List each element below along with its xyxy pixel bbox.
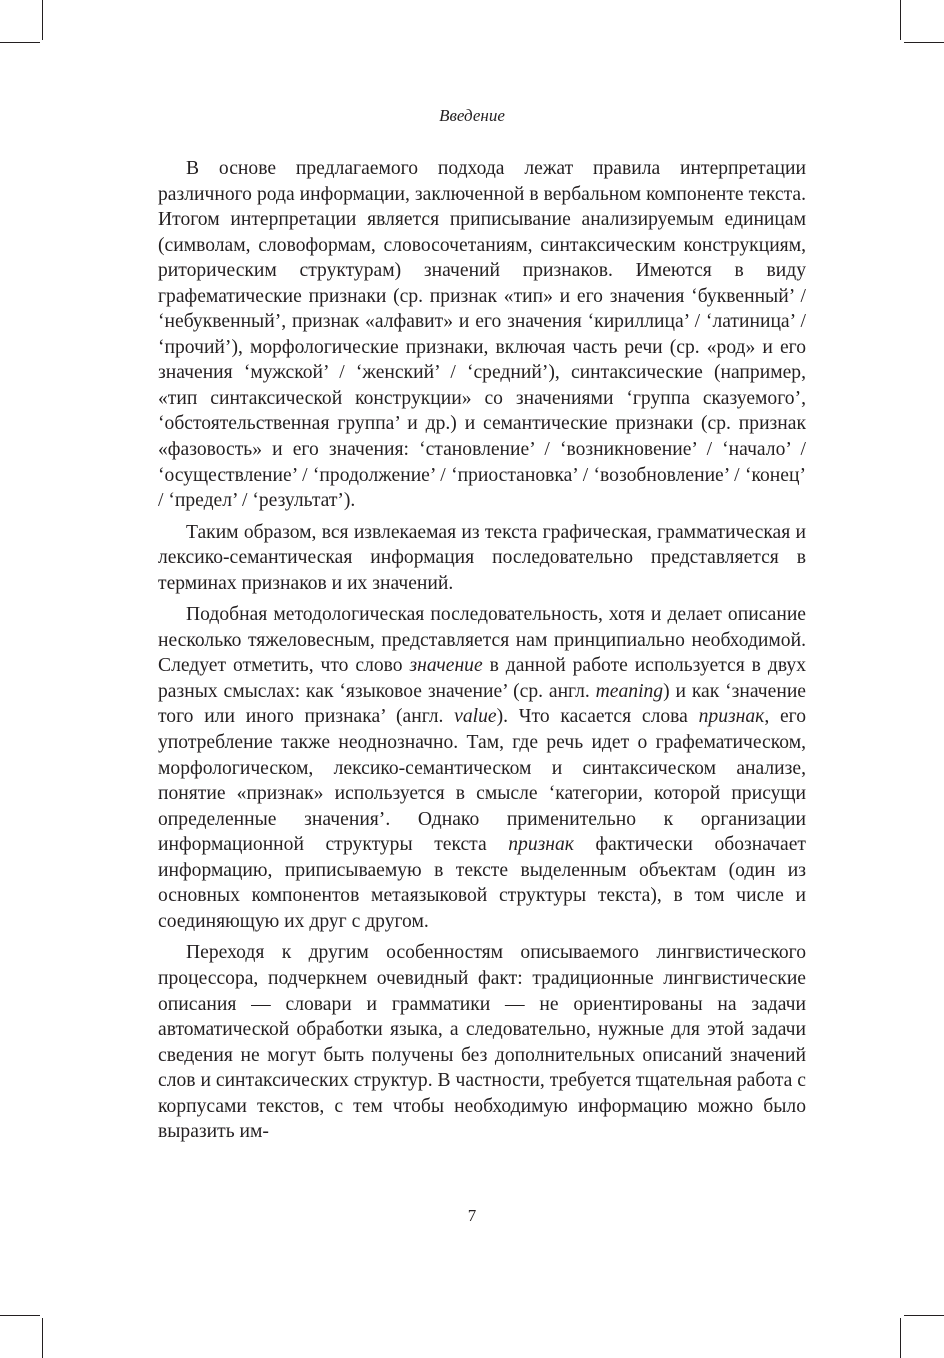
crop-mark-bottom-left-vertical — [42, 1318, 43, 1358]
paragraph-text: Подобная методологическая последовательность, хотя и делает описание несколько тяжеловесным, представляется нам принципиально необходимой. Следует отметить, что слово — [158, 604, 806, 677]
paragraph-3 — [158, 602, 806, 934]
paragraph-2 — [158, 520, 806, 597]
crop-mark-top-right-horizontal — [904, 42, 944, 43]
paragraph-text: фактически обозначает информацию, приписываемую в тексте выделенным объектам (один из основных компонентов метаязыковой структуры текста), в том числе и соединяющую их друг с другом. — [158, 834, 806, 932]
paragraph-text: ). Что касается слова — [496, 706, 699, 728]
crop-mark-bottom-right-horizontal — [904, 1315, 944, 1316]
paragraph-1 — [158, 156, 806, 514]
italic-term: meaning — [595, 680, 664, 702]
crop-mark-bottom-right-vertical — [900, 1318, 901, 1358]
crop-mark-top-right-vertical — [900, 0, 901, 40]
italic-term: признак — [698, 706, 765, 728]
body-text — [158, 156, 806, 1151]
italic-term: value — [454, 706, 497, 728]
italic-term: признак — [508, 834, 574, 856]
italic-term: значение — [409, 655, 483, 677]
paragraph-text: , его употребление также неоднозначно. Там, где речь идет о графематическом, морфологическом, лексико-семантическом и синтаксическом анализе, понятие «признак» используется в смысле ‘категории, которой присущи определенные значения’. Однако применительно к организации информационной структуры текста — [158, 706, 807, 856]
paragraph-4 — [158, 940, 806, 1144]
running-head: Введение — [439, 106, 505, 125]
paragraph-text: ) и как ‘значение того или иного признака’ (англ. — [158, 680, 806, 728]
crop-mark-top-left-horizontal — [0, 42, 40, 43]
crop-mark-bottom-left-horizontal — [0, 1315, 40, 1316]
page-number: 7 — [467, 1206, 477, 1225]
crop-mark-top-left-vertical — [42, 0, 43, 40]
paragraph-text: в данной работе используется в двух разных смыслах: как ‘языковое значение’ (ср. англ. — [158, 655, 806, 702]
paragraph-text: Переходя к другим особенностям описываемого лингвистического процессора, подчеркнем очевидный факт: традиционные лингвистические описания — словари и грамматики — не ориентированы на задачи автоматической обработки языка, а следовательно, нужные для этой задачи сведения не могут быть получены без дополнительных описаний значений слов и синтаксических структур. В частности, требуется тщательная работа с корпусами текстов, с тем чтобы необходимую информацию можно было выразить им- — [158, 942, 806, 1143]
paragraph-text: В основе предлагаемого подхода лежат правила интерпретации различного рода информации, заключенной в вербальном компоненте текста. Итогом интерпретации является приписывание анализируемым единицам (символам, словоформам, словосочетаниям, синтаксическим конструкциям, риторическим структурам) значений признаков. Имеются в виду графематические признаки (ср. признак «тип» и его значения ‘буквенный’ / ‘небуквенный’, признак «алфавит» и его значения ‘кириллица’ / ‘латиница’ / ‘прочий’), морфологические признаки, включая часть речи (ср. «род» и его значения ‘мужской’ / ‘женский’ / ‘средний’), синтаксические (например, «тип синтаксической конструкции» со значениями ‘группа сказуемого’, ‘обстоятельственная группа’ и др.) и семантические признаки (ср. признак «фазовость» и его значения: ‘становление’ / ‘возникновение’ / ‘начало’ / ‘осуществление’ / ‘продолжение’ / ‘приостановка’ / ‘возобновление’ / ‘конец’ / ‘предел’ / ‘результат’). — [158, 158, 806, 512]
paragraph-text: Таким образом, вся извлекаемая из текста графическая, грамматическая и лексико-семантическая информация последовательно представляется в терминах признаков и их значений. — [158, 521, 806, 594]
